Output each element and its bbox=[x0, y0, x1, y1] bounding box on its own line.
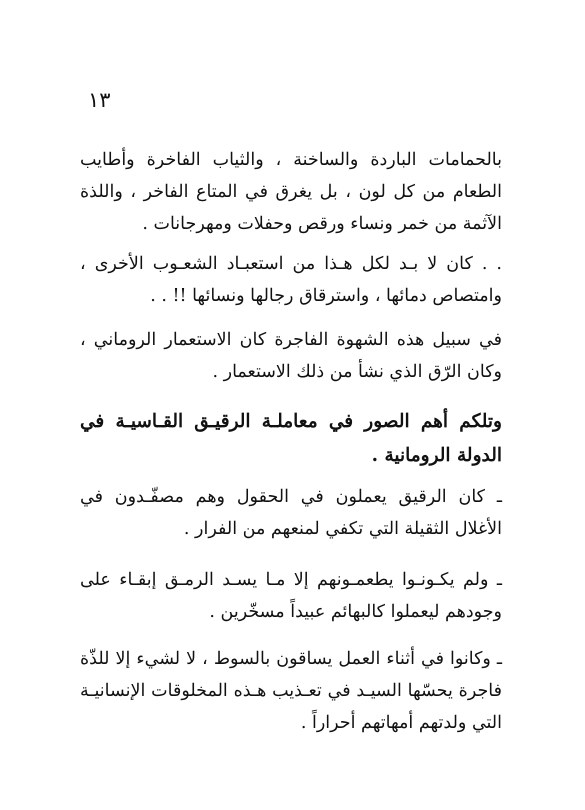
section-heading: وتلكم أهم الصور في معاملـة الرقيـق القـاسيـة في الدولة الرومانية . bbox=[80, 410, 502, 466]
list-item-food: ـ ولم يكـونـوا يطعمـونهم إلا مـا يسـد الرمـق إبقـاء على وجودهم ليعملوا كالبهائم عبيداً مسخّرين . bbox=[80, 569, 502, 622]
paragraph-luxury: بالحمامات الباردة والساخنة ، والثياب الفاخرة وأطايب الطعام من كل لون ، بل يغرق في المتاع الفاخر ، واللذة الآثمة من خمر ونساء ورقص وحفلات ومهرجانات . bbox=[80, 149, 502, 234]
list-item-whipping: ـ وكانوا في أثناء العمل يساقون بالسوط ، لا لشيء إلا للذّة فاجرة يحسّها السيـد في تعـذيب هـذه المخلوقات الإنسانيـة التي ولدتهم أمهاتهم أحراراً . bbox=[80, 648, 502, 733]
page-number: ١٣ bbox=[88, 88, 111, 112]
list-item-chains: ـ كان الرقيق يعملون في الحقول وهم مصفّـدون في الأغلال الثقيلة التي تكفي لمنعهم من الفرار . bbox=[80, 486, 502, 539]
paragraph-enslavement: . . كان لا بـد لكل هـذا من استعبـاد الشعـوب الأخرى ، وامتصاص دمائها ، واسترقاق رجالها ونسائها !! . . bbox=[80, 253, 502, 306]
paragraph-roman-colonialism: في سبيل هذه الشهوة الفاجرة كان الاستعمار الروماني ، وكان الرّق الذي نشأ من ذلك الاستعمار . bbox=[80, 329, 502, 382]
